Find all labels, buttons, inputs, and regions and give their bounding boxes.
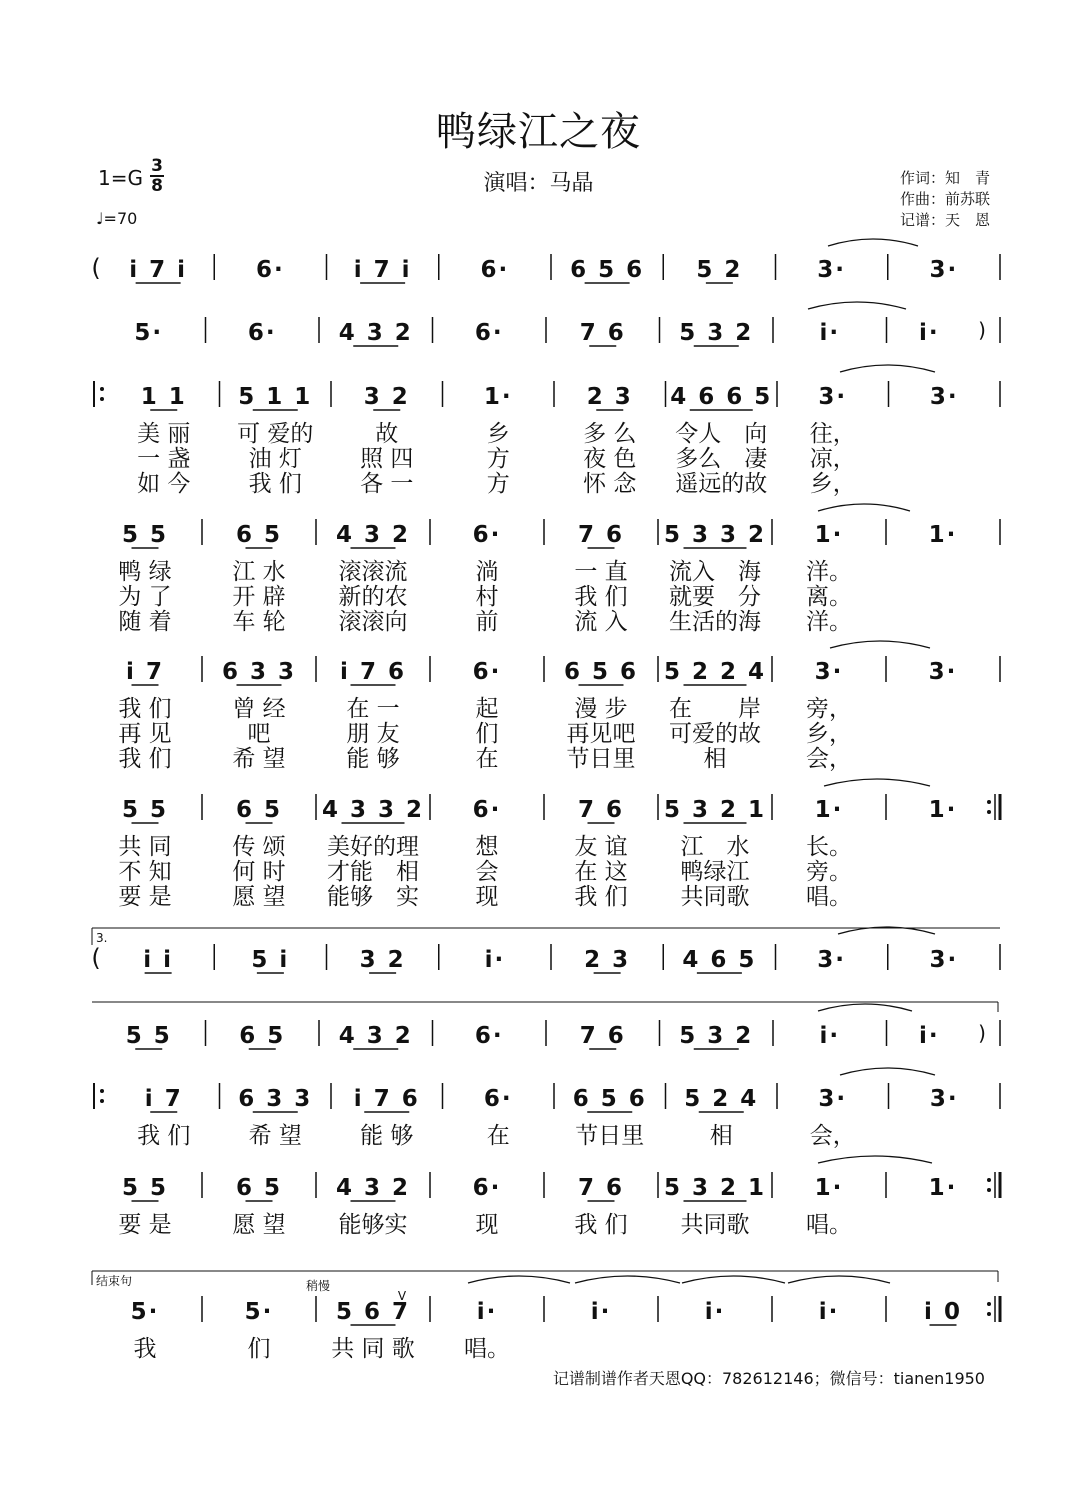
measure-notes: i· (476, 1299, 498, 1325)
lyric-syllable: 旁， (806, 696, 852, 722)
lyric-syllable: 前 (475, 609, 499, 635)
measure-notes: 1· (928, 522, 958, 548)
measure-notes: 6 3 3 (221, 659, 297, 685)
measure-notes: 6· (472, 797, 502, 823)
lyric-syllable: 要 是 (118, 884, 172, 910)
measure-notes: 3· (817, 257, 846, 283)
measure-notes: 5 i (251, 947, 290, 973)
measure-notes: 7 6 (577, 1175, 625, 1201)
lyric-syllable: 传 颂 (232, 834, 286, 860)
lyric-syllable: 在 (475, 746, 499, 772)
tempo-value: =70 (103, 209, 138, 228)
measure-notes: 6· (480, 257, 510, 283)
measure-notes: 4 6 6 5 (670, 384, 773, 410)
lyric-syllable: 再 见 (118, 721, 172, 747)
measure-notes: 6· (472, 1175, 502, 1201)
lyric-syllable: 夜 色 (583, 446, 637, 472)
measure-notes: 1· (814, 797, 844, 823)
measure-notes: 3· (929, 947, 959, 973)
lyric-syllable: 各 一 (360, 471, 414, 497)
lyric-syllable: 故 (375, 421, 399, 447)
volta-label: 3. (96, 931, 108, 945)
close-parenthesis: ) (978, 1021, 986, 1045)
measure-notes: 6 5 6 (563, 659, 639, 685)
lyric-syllable: 能够实 (338, 1212, 408, 1238)
measure-notes: 4 3 3 2 (321, 797, 425, 823)
lyric-syllable: 能够 实 (327, 884, 419, 910)
measure-notes: 6 3 3 (238, 1086, 313, 1112)
lyric-syllable: 会， (809, 1123, 856, 1149)
lyric-syllable: 方 (486, 471, 510, 497)
lyric-syllable: 滚滚向 (338, 609, 408, 635)
measure-notes: 3· (928, 659, 958, 685)
lyric-syllable: 我 们 (137, 1123, 191, 1149)
lyric-syllable: 往， (809, 421, 856, 447)
lyric-syllable: 开 辟 (232, 584, 286, 610)
lyric-syllable: 在 岸 (669, 696, 761, 722)
measure-notes: 3· (818, 384, 848, 410)
measure-notes: 1· (814, 522, 844, 548)
repeat-dot (100, 1099, 104, 1103)
slower-label: 稍慢 (306, 1279, 331, 1293)
measure-notes: 5 3 2 (679, 1023, 754, 1049)
lyric-syllable: 在 这 (574, 859, 628, 885)
lyric-syllable: 会 (475, 859, 499, 885)
measure-notes: i 7 i (129, 257, 188, 283)
measure-notes: 3· (929, 257, 959, 283)
lyric-syllable: 可 爱的 (237, 421, 314, 447)
tie-arc (840, 365, 935, 372)
lyric-syllable: 就要 分 (669, 584, 761, 610)
composer: 作曲：前苏联 (900, 190, 991, 208)
lyric-syllable: 起 (475, 696, 499, 722)
measure-notes: i· (590, 1299, 612, 1325)
time-signature-top: 3 (151, 156, 163, 176)
lyric-syllable: 如 今 (137, 471, 191, 497)
lyric-syllable: 能 够 (360, 1123, 414, 1149)
lyric-syllable: 乡， (806, 721, 852, 747)
lyric-syllable: 我 们 (574, 584, 628, 610)
repeat-dot (100, 1089, 104, 1093)
measure-notes: 5 3 2 1 (663, 797, 767, 823)
tie-arc (818, 1004, 912, 1011)
measure-notes: 4 3 2 (338, 320, 413, 346)
measure-notes: 6 5 6 (570, 257, 645, 283)
lyric-syllable: 共 同 歌 (331, 1336, 415, 1362)
lyric-syllable: 一 盏 (137, 446, 191, 472)
repeat-dot (987, 800, 991, 804)
key-signature: 1=G (98, 166, 143, 190)
measure-notes: i· (704, 1299, 726, 1325)
close-parenthesis: ) (978, 318, 986, 342)
lyric-syllable: 相 (703, 746, 727, 772)
repeat-dot (987, 1178, 991, 1182)
lyric-syllable: 方 (486, 446, 510, 472)
time-signature-bottom: 8 (151, 176, 163, 196)
lyric-syllable: 乡， (809, 471, 856, 497)
lyric-syllable: 离。 (806, 584, 852, 610)
lyric-syllable: 想 (475, 834, 499, 860)
lyric-syllable: 照 四 (360, 446, 414, 472)
lyric-syllable: 江 水 (680, 834, 750, 860)
measure-notes: 5 3 3 2 (663, 522, 767, 548)
measure-notes: 3 2 (363, 384, 410, 410)
lyric-syllable: 油 灯 (248, 446, 302, 472)
tie-arc (824, 779, 930, 786)
tie-arc (828, 239, 918, 246)
lyric-syllable: 我 们 (574, 884, 628, 910)
repeat-dot (987, 1188, 991, 1192)
lyric-syllable: 流入 海 (669, 559, 761, 585)
lyric-syllable: 能 够 (346, 746, 400, 772)
lyric-syllable: 唱。 (464, 1336, 510, 1362)
measure-notes: i 7 6 (353, 1086, 420, 1112)
lyric-syllable: 多么 凄 (675, 446, 768, 472)
lyric-syllable: 怀 念 (583, 471, 637, 497)
lyric-syllable: 鸭绿江 (680, 859, 750, 885)
lyric-syllable: 们 (247, 1336, 271, 1362)
lyric-syllable: 友 谊 (574, 834, 628, 860)
lyric-syllable: 流 入 (574, 609, 628, 635)
lyric-syllable: 曾 经 (232, 696, 286, 722)
lyric-syllable: 我 们 (118, 746, 172, 772)
measure-notes: 6 5 (235, 522, 283, 548)
measure-notes: 1 1 (140, 384, 187, 410)
lyric-syllable: 现 (475, 884, 499, 910)
lyric-syllable: 美好的理 (327, 834, 419, 860)
measure-notes: 5· (134, 320, 164, 346)
lyric-syllable: 朋 友 (346, 721, 400, 747)
measure-notes: 4 6 5 (682, 947, 757, 973)
measure-notes: 6· (474, 320, 504, 346)
measure-notes: i 7 (144, 1086, 183, 1112)
transcriber: 记谱：天 恩 (900, 211, 991, 229)
measure-notes: 5 2 (696, 257, 743, 283)
lyric-syllable: 愿 望 (232, 1212, 286, 1238)
measure-notes: 1· (928, 797, 958, 823)
measure-notes: 6 5 6 (572, 1086, 647, 1112)
lyric-syllable: 江 水 (232, 559, 286, 585)
lyric-syllable: 在 (486, 1123, 510, 1149)
lyric-syllable: 洋。 (806, 559, 852, 585)
measure-notes: 7 6 (577, 797, 625, 823)
measure-notes: i· (484, 947, 506, 973)
lyric-syllable: 我 们 (574, 1212, 628, 1238)
tie-arc (818, 1156, 932, 1163)
lyric-syllable: 滚滚流 (338, 559, 408, 585)
measure-notes: 6· (472, 522, 502, 548)
measure-notes: 6· (247, 320, 277, 346)
measure-notes: 3 2 (359, 947, 406, 973)
measure-notes: 5 5 (121, 1175, 169, 1201)
measure-notes: 3· (818, 1086, 848, 1112)
measure-notes: 5 3 2 1 (663, 1175, 767, 1201)
measure-notes: 1· (483, 384, 513, 410)
tie-arc (788, 1276, 890, 1283)
repeat-dot (100, 387, 104, 391)
measure-notes: 5 5 (121, 797, 169, 823)
measure-notes: i· (819, 320, 841, 346)
measure-notes: 6· (483, 1086, 513, 1112)
open-parenthesis: ( (91, 944, 101, 972)
measure-notes: i· (819, 1023, 841, 1049)
lyric-syllable: 凉， (809, 446, 856, 472)
lyric-syllable: 希 望 (248, 1123, 302, 1149)
lyric-syllable: 共同歌 (680, 884, 750, 910)
tie-arc (682, 1276, 785, 1283)
lyric-syllable: 我 们 (118, 696, 172, 722)
measure-notes: 5· (130, 1299, 160, 1325)
measure-notes: i 7 (126, 659, 164, 685)
lyric-syllable: 在 一 (346, 696, 400, 722)
lyric-syllable: 唱。 (806, 1212, 852, 1238)
lyric-syllable: 吧 (247, 721, 271, 747)
lyric-syllable: 现 (475, 1212, 499, 1238)
measure-notes: 5 1 1 (238, 384, 313, 410)
lyric-syllable: 我 (133, 1336, 157, 1362)
lyric-syllable: 节日里 (566, 746, 636, 772)
lyric-syllable: 再见吧 (566, 721, 636, 747)
measure-notes: 2 3 (586, 384, 633, 410)
tie-arc (575, 1276, 680, 1283)
measure-notes: 6 5 (235, 797, 283, 823)
repeat-dot (987, 810, 991, 814)
lyric-syllable: 令人 向 (675, 421, 768, 447)
footer-note: 记谱制谱作者天恩QQ：782612146；微信号：tianen1950 (552, 1369, 985, 1388)
lyric-syllable: 我 们 (248, 471, 302, 497)
measure-notes: 7 6 (577, 522, 625, 548)
measure-notes: 5 6 7 (335, 1299, 411, 1325)
measure-notes: 5 2 2 4 (663, 659, 767, 685)
measure-notes: 7 6 (579, 320, 626, 346)
measure-notes: 3· (929, 1086, 959, 1112)
lyric-syllable: 节日里 (575, 1123, 645, 1149)
measure-notes: i i (143, 947, 174, 973)
lyric-syllable: 们 (475, 721, 499, 747)
lyric-syllable: 乡 (486, 421, 510, 447)
lyric-syllable: 美 丽 (137, 421, 191, 447)
measure-notes: 6· (256, 257, 285, 283)
lyric-syllable: 共 同 (118, 834, 172, 860)
lyric-syllable: 何 时 (232, 859, 286, 885)
lyric-syllable: 新的农 (338, 584, 408, 610)
lyric-syllable: 漫 步 (574, 696, 628, 722)
measure-notes: 6 5 (239, 1023, 286, 1049)
lyric-syllable: 希 望 (232, 746, 286, 772)
measure-notes: 6 5 (235, 1175, 283, 1201)
measure-notes: 2 3 (584, 947, 631, 973)
repeat-dot (987, 1312, 991, 1316)
lyric-syllable: 随 着 (118, 609, 172, 635)
measure-notes: 1· (814, 1175, 844, 1201)
tie-arc (830, 641, 930, 648)
measure-notes: 5 5 (121, 522, 169, 548)
measure-notes: 3· (814, 659, 844, 685)
measure-notes: 4 3 2 (338, 1023, 413, 1049)
tie-arc (808, 302, 906, 309)
lyric-syllable: 愿 望 (232, 884, 286, 910)
lyric-syllable: 旁。 (806, 859, 852, 885)
open-parenthesis: ( (91, 254, 101, 282)
ending-label: 结束句 (96, 1274, 133, 1288)
lyric-syllable: 唱。 (806, 884, 852, 910)
measure-notes: i 7 i (353, 257, 412, 283)
lyric-syllable: 多 么 (583, 421, 637, 447)
lyric-syllable: 生活的海 (669, 609, 761, 635)
lyric-syllable: 长。 (806, 834, 852, 860)
measure-notes: 6· (474, 1023, 504, 1049)
measure-notes: i· (918, 320, 940, 346)
quarter-note-icon: ♩ (96, 209, 104, 228)
measure-notes: 5· (244, 1299, 274, 1325)
lyric-syllable: 为 了 (118, 584, 172, 610)
measure-notes: 5 5 (125, 1023, 172, 1049)
measure-notes: i 7 6 (340, 659, 406, 685)
lyric-syllable: 村 (475, 584, 499, 610)
singer: 演唱：马晶 (483, 171, 594, 196)
lyric-syllable: 鸭 绿 (118, 559, 172, 585)
tie-arc (840, 1068, 935, 1075)
measure-notes: 7 6 (579, 1023, 626, 1049)
measure-notes: 5 3 2 (679, 320, 754, 346)
measure-notes: 1· (928, 1175, 958, 1201)
lyric-syllable: 可爱的故 (669, 721, 761, 747)
lyric-syllable: 车 轮 (232, 609, 286, 635)
tie-arc (468, 1276, 570, 1283)
tie-arc (818, 504, 910, 511)
measure-notes: 3· (817, 947, 846, 973)
lyricist: 作词：知 青 (900, 169, 991, 187)
breath-mark: V (397, 1289, 407, 1303)
measure-notes: i· (918, 1023, 940, 1049)
lyric-syllable: 要 是 (118, 1212, 172, 1238)
song-title: 鸭绿江之夜 (436, 109, 641, 155)
measure-notes: 4 3 2 (335, 522, 411, 548)
measure-notes: 3· (929, 384, 959, 410)
repeat-dot (987, 1302, 991, 1306)
lyric-syllable: 遥远的故 (675, 471, 768, 497)
lyric-syllable: 才能 相 (327, 859, 419, 885)
lyric-syllable: 不 知 (118, 859, 172, 885)
measure-notes: 4 3 2 (335, 1175, 411, 1201)
lyric-syllable: 共同歌 (680, 1212, 750, 1238)
lyric-syllable: 会， (806, 746, 852, 772)
measure-notes: 5 2 4 (684, 1086, 759, 1112)
lyric-syllable: 洋。 (806, 609, 852, 635)
measure-notes: 6· (472, 659, 502, 685)
lyric-syllable: 相 (709, 1123, 733, 1149)
repeat-dot (100, 397, 104, 401)
measure-notes: i 0 (924, 1299, 962, 1325)
lyric-syllable: 淌 (475, 559, 499, 585)
lyric-syllable: 一 直 (574, 559, 628, 585)
measure-notes: i· (818, 1299, 840, 1325)
